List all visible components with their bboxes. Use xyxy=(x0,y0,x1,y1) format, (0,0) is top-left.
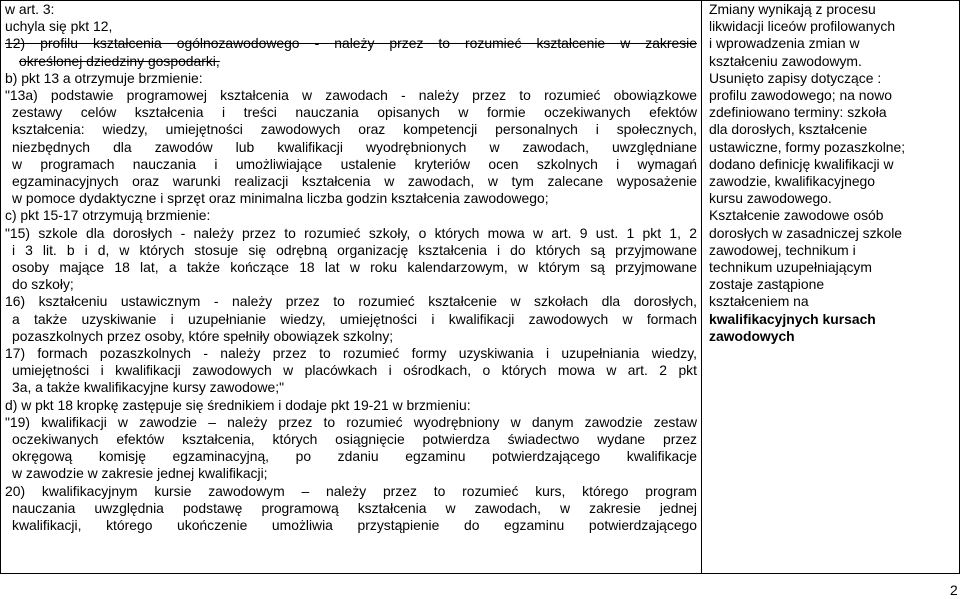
comment-text xyxy=(702,1,959,573)
legal-text-line: "15) szkole dla dorosłych - należy przez to rozumieć szkoły, o których mowa w art. 9 ust. 1 pkt 1, 2 xyxy=(5,224,697,241)
legal-text-line: nauczania uwzględnia podstawę programową kształcenia w zawodach, w zakresie jednej xyxy=(12,499,697,516)
legal-text-line: w pomoce dydaktyczne i sprzęt oraz minimalna liczba godzin kształcenia zawodowego; xyxy=(12,190,549,207)
comment-line: kształceniu zawodowym. xyxy=(709,52,862,69)
legal-text-line: w programach nauczania i umożliwiające ustalenie kryteriów ocen szkolnych i wymagań xyxy=(12,155,697,172)
comment-line: zawodowych xyxy=(709,327,795,344)
legal-text-line: 17) formach pozaszkolnych - należy przez to rozumieć formy uzyskiwania i uzupełniania wiedzy, xyxy=(5,345,697,362)
legal-text-cell xyxy=(1,1,702,574)
comment-line: zawodowej, technikum i xyxy=(709,241,856,258)
comment-line: kształceniem na xyxy=(709,293,809,310)
comment-line: Zmiany wynikają z procesu xyxy=(709,1,876,17)
comment-line: zostaje zastąpione xyxy=(709,276,825,293)
legal-text-line: i 3 lit. b i d, w których stosuje się odrębną organizację kształcenia i do których są przyjmowane xyxy=(12,241,697,258)
comment-line: zawodzie, kwalifikacyjnego xyxy=(709,173,875,190)
legal-text-line: "13a) podstawie programowej kształcenia w zawodach - należy przez to rozumieć obowiązkowe xyxy=(5,87,697,104)
legal-text-line: oczekiwanych efektów kształcenia, których osiągnięcie potwierdza świadectwo wydane przez xyxy=(12,431,697,448)
legal-text-line: pozaszkolnych przez osoby, które spełniły obowiązek szkolny; xyxy=(12,327,394,344)
legal-text-line: c) pkt 15-17 otrzymują brzmienie: xyxy=(5,207,211,224)
comment-line: technikum uzupełniającym xyxy=(709,259,872,276)
comment-line: kwalifikacyjnych kursach xyxy=(709,310,876,327)
legal-text-line: 16) kształceniu ustawicznym - należy przez to rozumieć kształcenie w szkołach dla dorosłych, xyxy=(5,293,697,310)
legal-text-line: a także uzyskiwanie i uzupełnianie wiedzy, umiejętności i kwalifikacji zawodowych w formach xyxy=(12,310,697,327)
legal-text-line: 20) kwalifikacyjnym kursie zawodowym – należy przez to rozumieć kurs, którego program xyxy=(5,482,697,499)
page-number: 2 xyxy=(950,582,958,598)
comment-line: i wprowadzenia zmian w xyxy=(709,35,860,52)
comment-line: dodano definicję kwalifikacji w xyxy=(709,155,894,172)
legal-text-line: d) w pkt 18 kropkę zastępuje się średnikiem i dodaje pkt 19-21 w brzmieniu: xyxy=(5,396,471,413)
legal-text-line: do szkoły; xyxy=(12,276,74,293)
legal-text xyxy=(1,1,701,573)
legal-text-line: zestawy celów kształcenia i treści nauczania opisanych w formie oczekiwanych efektów xyxy=(12,104,697,121)
legal-text-line: kształcenia: wiedzy, umiejętności zawodowych oraz kompetencji personalnych i społecznych, xyxy=(12,121,697,138)
legal-text-line: w zawodzie w zakresie jednej kwalifikacji; xyxy=(12,465,268,482)
legal-text-line: b) pkt 13 a otrzymuje brzmienie: xyxy=(5,69,203,86)
legal-text-line: 3a, a także kwalifikacyjne kursy zawodowe;" xyxy=(12,379,285,396)
legal-text-line: egzaminacyjnych oraz warunki realizacji kształcenia w zawodach, w tym zalecane wyposażenie xyxy=(12,173,697,190)
comment-line: dla dorosłych, kształcenie xyxy=(709,121,868,138)
legal-text-line: "19) kwalifikacji w zawodzie – należy przez to rozumieć wyodrębniony w danym zawodzie zestaw xyxy=(5,413,697,430)
legal-text-line: kwalifikacji, którego ukończenie umożliwia przystąpienie do egzaminu potwierdzającego xyxy=(12,517,697,534)
legal-text-line: niezbędnych dla zawodów lub kwalifikacji wyodrębnionych w zawodach, uwzględniane xyxy=(12,138,697,155)
comment-line: ustawiczne, formy pozaszkolne; xyxy=(709,138,906,155)
comment-line: likwidacji liceów profilowanych xyxy=(709,18,896,35)
legal-text-line: uchyla się pkt 12, xyxy=(5,18,113,35)
comment-line: Kształcenie zawodowe osób xyxy=(709,207,884,224)
comment-line: Usunięto zapisy dotyczące : xyxy=(709,69,882,86)
legal-text-line: osoby mające 18 lat, a także kończące 18 lat w roku kalendarzowym, w którym są przyjmowane xyxy=(12,259,697,276)
legal-text-line: umiejętności i kwalifikacji zawodowych w placówkach i ośrodkach, o których mowa w art. 2 pkt xyxy=(12,362,697,379)
comment-line: profilu zawodowego; na nowo xyxy=(709,87,893,104)
legal-text-line: określonej dziedziny gospodarki, xyxy=(19,52,220,69)
comment-cell xyxy=(702,1,960,574)
comment-line: kursu zawodowego. xyxy=(709,190,832,207)
legal-text-line: 12) profilu kształcenia ogólnozawodowego - należy przez to rozumieć kształcenie w zakresie xyxy=(5,35,697,52)
legal-text-line: okręgową komisję egzaminacyjną, po zdaniu egzaminu potwierdzającego kwalifikacje xyxy=(12,448,697,465)
comment-line: zdefiniowano terminy: szkoła xyxy=(709,104,887,121)
legal-text-line: w art. 3: xyxy=(5,1,55,17)
comment-line: dorosłych w zasadniczej szkole xyxy=(709,224,903,241)
